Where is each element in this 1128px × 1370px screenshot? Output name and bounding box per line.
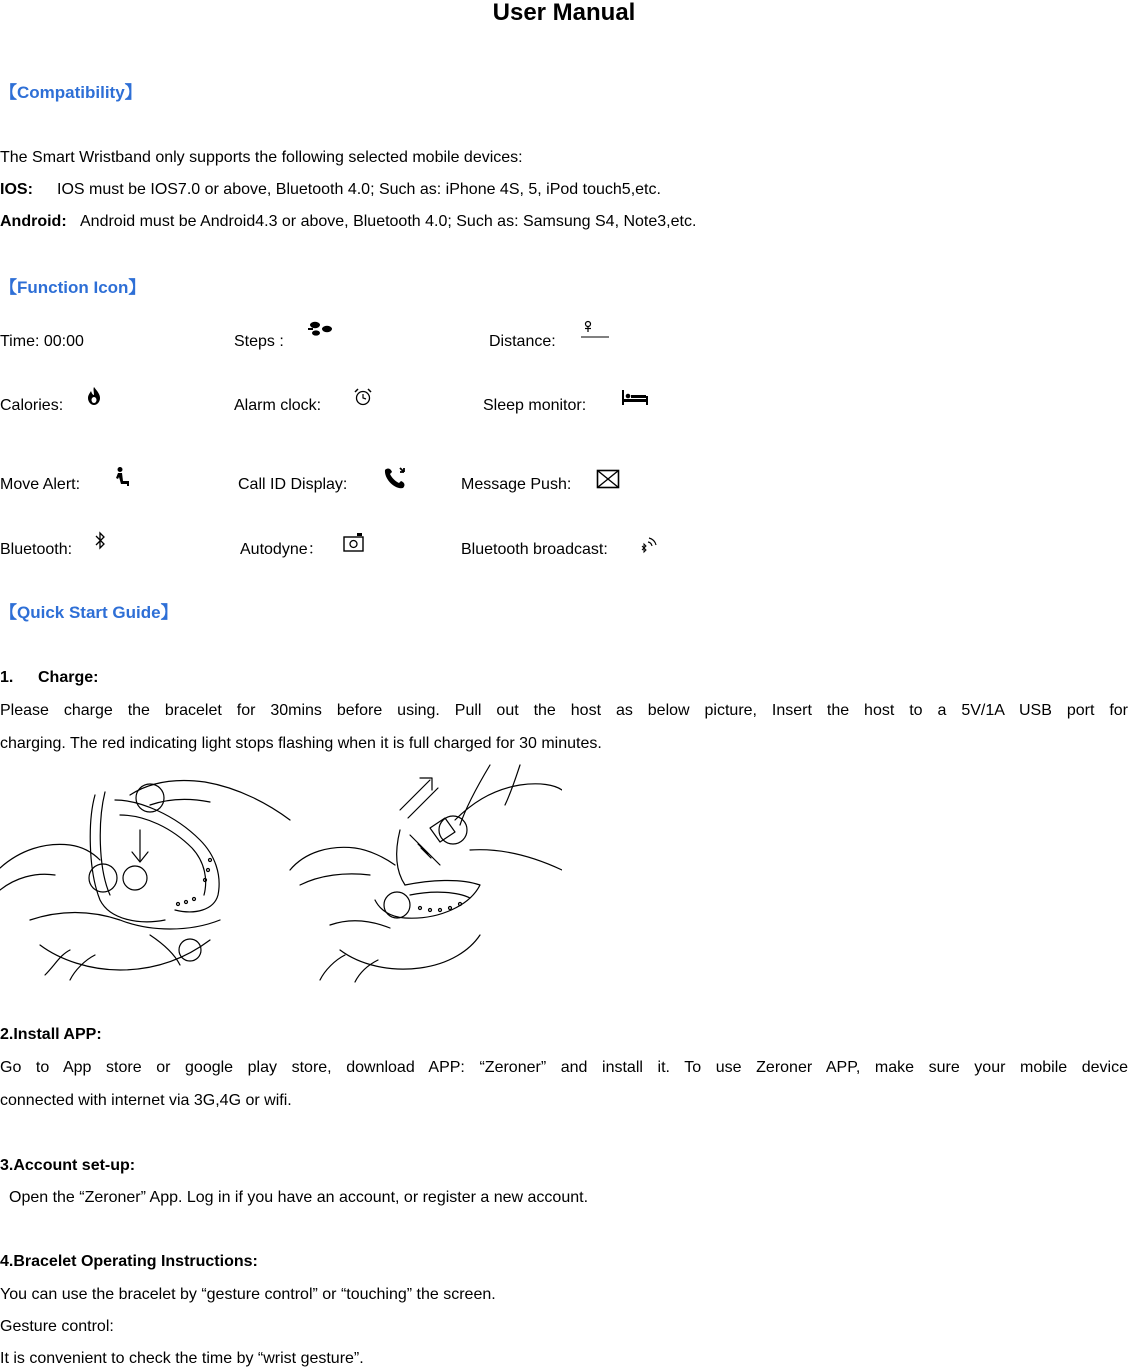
android-label: Android: xyxy=(0,213,67,230)
bracelet-instructions-title: 4.Bracelet Operating Instructions: xyxy=(0,1253,258,1270)
page-title: User Manual xyxy=(492,0,636,26)
compatibility-intro: The Smart Wristband only supports the following selected mobile devices: xyxy=(0,149,523,166)
phone-call-icon xyxy=(382,466,410,490)
flame-icon xyxy=(86,386,102,406)
account-setup-title: 3.Account set-up: xyxy=(0,1157,136,1174)
broadcast-icon xyxy=(639,535,659,555)
footsteps-icon xyxy=(306,320,336,338)
bracelet-instructions-line-1: You can use the bracelet by “gesture control” or “touching” the screen. xyxy=(0,1286,496,1303)
charging-illustration xyxy=(0,760,562,985)
install-app-title: 2.Install APP: xyxy=(0,1026,102,1043)
distance-label: Distance: xyxy=(489,333,556,350)
call-id-label: Call ID Display: xyxy=(238,476,348,493)
sleep-monitor-label: Sleep monitor: xyxy=(483,397,587,414)
calories-label: Calories: xyxy=(0,397,64,414)
bracelet-instructions-line-2: Gesture control: xyxy=(0,1318,114,1335)
charge-title: Charge: xyxy=(38,669,99,686)
compatibility-heading: 【Compatibility】 xyxy=(0,83,142,102)
android-text: Android must be Android4.3 or above, Bluetooth 4.0; Such as: Samsung S4, Note3,etc. xyxy=(80,213,697,230)
bluetooth-icon xyxy=(93,531,107,551)
move-alert-label: Move Alert: xyxy=(0,476,81,493)
function-icon-heading: 【Function Icon】 xyxy=(0,278,146,297)
quick-start-heading: 【Quick Start Guide】 xyxy=(0,603,178,622)
install-app-line-2: connected with internet via 3G,4G or wifi. xyxy=(0,1092,292,1109)
camera-icon xyxy=(342,532,366,554)
distance-icon xyxy=(580,320,610,340)
bed-icon xyxy=(621,388,649,408)
bluetooth-broadcast-label: Bluetooth broadcast: xyxy=(461,541,608,558)
charge-line-1: Please charge the bracelet for 30mins before using. Pull out the host as below picture, Insert the host to a 5V/1A USB port for xyxy=(0,702,1128,719)
bluetooth-label: Bluetooth: xyxy=(0,541,73,558)
bracelet-instructions-line-3: It is convenient to check the time by “wrist gesture”. xyxy=(0,1350,364,1367)
steps-label: Steps : xyxy=(234,333,284,350)
install-app-line-1: Go to App store or google play store, download APP: “Zeroner” and install it. To use Zeroner APP, make sure your mobile device xyxy=(0,1059,1128,1076)
account-setup-text: Open the “Zeroner” App. Log in if you have an account, or register a new account. xyxy=(9,1189,589,1206)
message-push-label: Message Push: xyxy=(461,476,572,493)
envelope-icon xyxy=(596,469,620,489)
charge-number: 1. xyxy=(0,669,14,686)
autodyne-label: Autodyne： xyxy=(240,541,324,558)
alarm-label: Alarm clock: xyxy=(234,397,322,414)
alarm-clock-icon xyxy=(353,387,373,407)
charge-line-2: charging. The red indicating light stops flashing when it is full charged for 30 minutes. xyxy=(0,735,602,752)
move-alert-icon xyxy=(114,466,134,492)
ios-label: IOS: xyxy=(0,181,33,198)
ios-text: IOS must be IOS7.0 or above, Bluetooth 4.0; Such as: iPhone 4S, 5, iPod touch5,etc. xyxy=(57,181,661,198)
time-label: Time: 00:00 xyxy=(0,333,84,350)
